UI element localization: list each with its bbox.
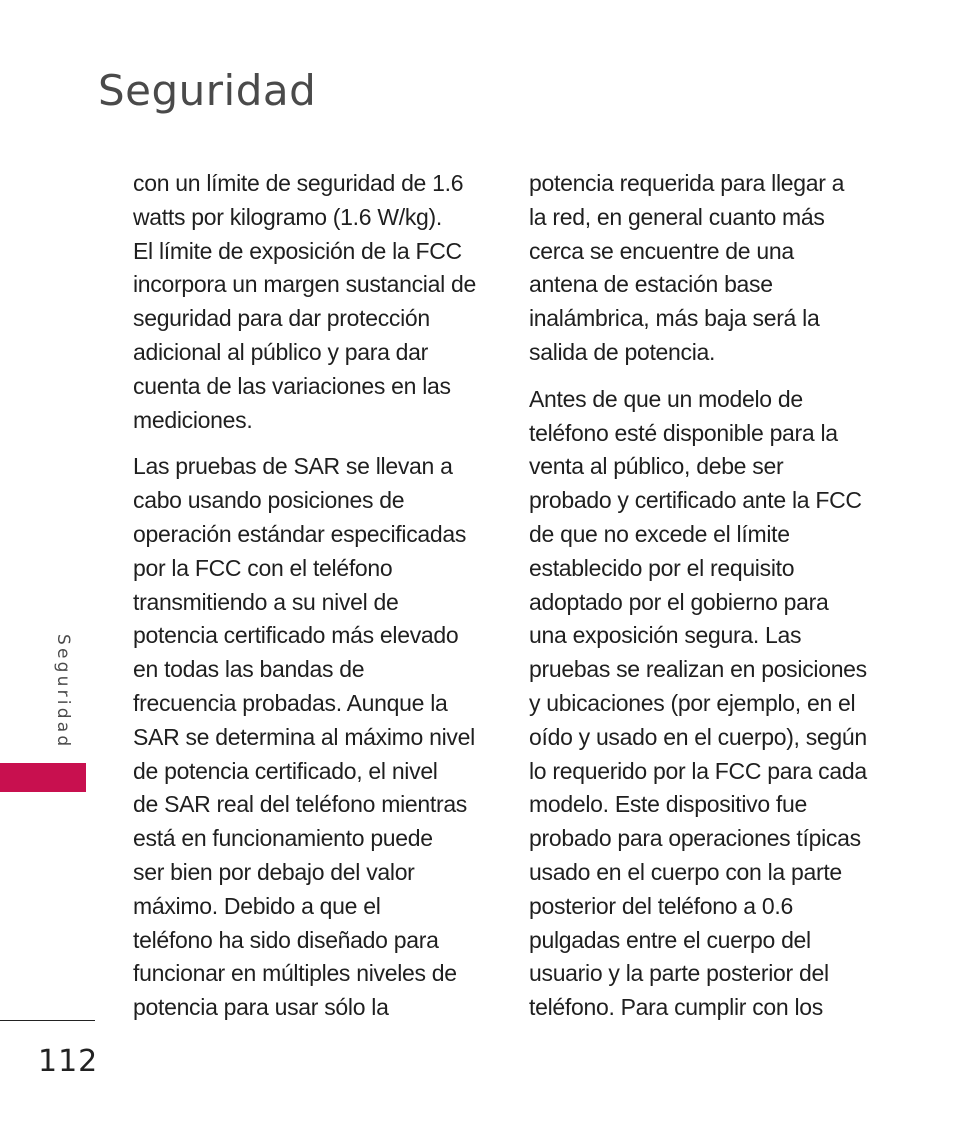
section-tab-marker bbox=[0, 763, 86, 792]
paragraph-certification: Antes de que un modelo de teléfono esté disponible para la venta al público, debe ser probado y certificado ante la FCC de que no excede el límite establecido por el requisito adoptado por el gobierno para una exposición segura. Las pruebas se realizan en posiciones y ubicaciones (por ejemplo, en el oído y usado en el cuerpo), según lo requerido por la FCC para cada modelo. Este dispositivo fue probado para operaciones típicas usado en el cuerpo con la parte posterior del teléfono a 0.6 pulgadas entre el cuerpo del usuario y la parte posterior del teléfono. Para cumplir con los bbox=[529, 385, 867, 1021]
footer-divider bbox=[0, 1020, 95, 1021]
sidebar-section-label: Seguridad bbox=[53, 634, 73, 750]
paragraph-power-required: potencia requerida para llegar a la red, en general cuanto más cerca se encuentre de una antena de estación base inalámbrica, más baja será la salida de potencia. bbox=[529, 170, 845, 365]
left-text-column bbox=[133, 167, 493, 1038]
paragraph-sar-tests: Las pruebas de SAR se llevan a cabo usando posiciones de operación estándar especificadas por la FCC con el teléfono transmitiendo a su nivel de potencia certificado más elevado en todas las bandas de frecuencia probadas. Aunque la SAR se determina al máximo nivel de potencia certificado, el nivel de SAR real del teléfono mientras está en funcionamiento puede ser bien por debajo del valor máximo. Debido a que el teléfono ha sido diseñado para funcionar en múltiples niveles de potencia para usar sólo la bbox=[133, 453, 475, 1021]
right-text-column bbox=[529, 167, 899, 1038]
page-title: Seguridad bbox=[98, 66, 317, 115]
page-number: 112 bbox=[38, 1044, 99, 1079]
paragraph-sar-limit: con un límite de seguridad de 1.6 watts por kilogramo (1.6 W/kg). El límite de exposición de la FCC incorpora un margen sustancial de seguridad para dar protección adicional al público y para dar cuenta de las variaciones en las mediciones. bbox=[133, 170, 476, 433]
